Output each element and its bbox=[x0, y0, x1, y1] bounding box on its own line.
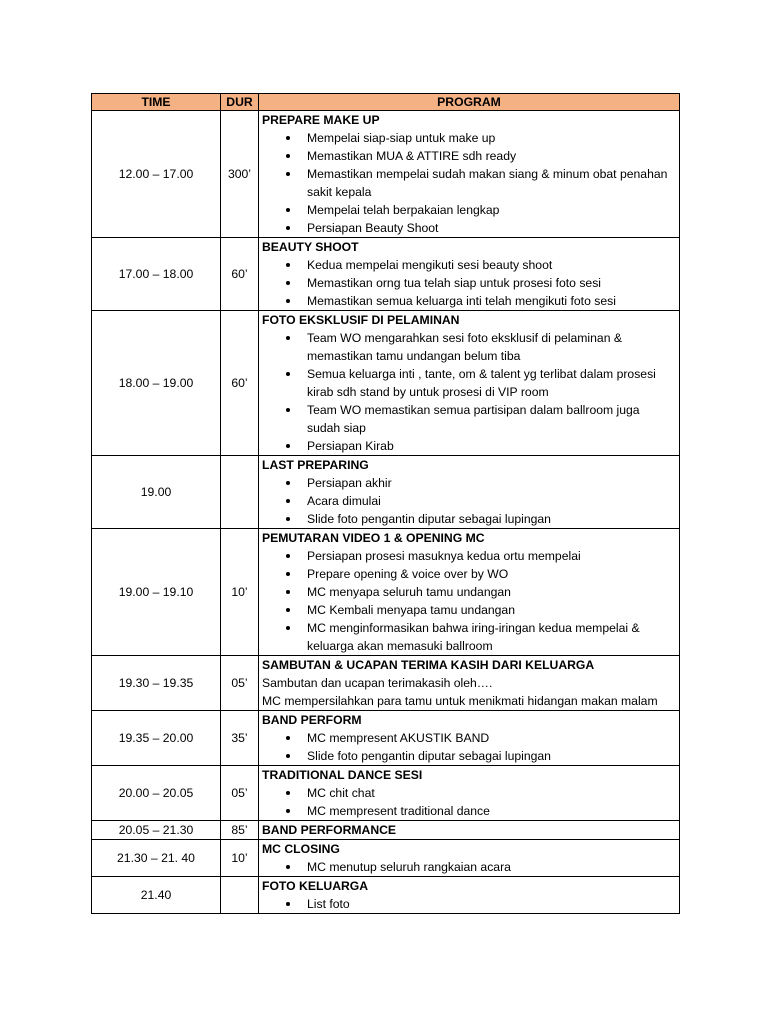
time-cell: 21.40 bbox=[92, 877, 221, 914]
time-cell: 18.00 – 19.00 bbox=[92, 311, 221, 456]
table-row bbox=[92, 456, 680, 529]
program-bullets bbox=[262, 858, 676, 876]
table-row bbox=[92, 711, 680, 766]
duration-cell: 85’ bbox=[221, 821, 259, 840]
duration-cell: 10’ bbox=[221, 529, 259, 656]
bullet-item: Slide foto pengantin diputar sebagai lupingan bbox=[307, 510, 676, 528]
program-title: TRADITIONAL DANCE SESI bbox=[262, 768, 423, 782]
time-cell: 12.00 – 17.00 bbox=[92, 111, 221, 238]
duration-cell: 35’ bbox=[221, 711, 259, 766]
table-row bbox=[92, 311, 680, 456]
header-row bbox=[92, 94, 680, 111]
time-cell: 20.00 – 20.05 bbox=[92, 766, 221, 821]
duration-cell: 300’ bbox=[221, 111, 259, 238]
bullet-item: Persiapan Kirab bbox=[307, 437, 676, 455]
table-row bbox=[92, 111, 680, 238]
bullet-item: Persiapan prosesi masuknya kedua ortu mempelai bbox=[307, 547, 676, 565]
schedule-body bbox=[92, 111, 680, 914]
program-title: BEAUTY SHOOT bbox=[262, 240, 359, 254]
program-text: Sambutan dan ucapan terimakasih oleh…. bbox=[262, 676, 493, 690]
header-dur: DUR bbox=[221, 94, 259, 111]
table-row bbox=[92, 656, 680, 711]
program-bullets bbox=[262, 474, 676, 528]
duration-cell: 05’ bbox=[221, 656, 259, 711]
bullet-item: Memastikan orng tua telah siap untuk prosesi foto sesi bbox=[307, 274, 676, 292]
bullet-item: Persiapan Beauty Shoot bbox=[307, 219, 676, 237]
duration-cell bbox=[221, 456, 259, 529]
header-program: PROGRAM bbox=[259, 94, 680, 111]
time-cell: 19.00 bbox=[92, 456, 221, 529]
program-cell bbox=[259, 529, 680, 656]
program-bullets bbox=[262, 547, 676, 655]
duration-cell: 10’ bbox=[221, 840, 259, 877]
program-cell bbox=[259, 311, 680, 456]
program-bullets bbox=[262, 256, 676, 310]
program-cell bbox=[259, 238, 680, 311]
program-cell bbox=[259, 766, 680, 821]
duration-cell bbox=[221, 877, 259, 914]
duration-cell: 60’ bbox=[221, 311, 259, 456]
duration-cell: 60’ bbox=[221, 238, 259, 311]
time-cell: 21.30 – 21. 40 bbox=[92, 840, 221, 877]
header-time: TIME bbox=[92, 94, 221, 111]
program-cell bbox=[259, 456, 680, 529]
program-cell bbox=[259, 821, 680, 840]
bullet-item: Mempelai siap-siap untuk make up bbox=[307, 129, 676, 147]
duration-cell: 05’ bbox=[221, 766, 259, 821]
program-bullets bbox=[262, 129, 676, 237]
program-bullets bbox=[262, 784, 676, 820]
bullet-item: MC menyapa seluruh tamu undangan bbox=[307, 583, 676, 601]
bullet-item: MC menginformasikan bahwa iring-iringan kedua mempelai & keluarga akan memasuki ballroom bbox=[307, 619, 676, 655]
time-cell: 19.35 – 20.00 bbox=[92, 711, 221, 766]
bullet-item: Persiapan akhir bbox=[307, 474, 676, 492]
bullet-item: Memastikan mempelai sudah makan siang & minum obat penahan sakit kepala bbox=[307, 165, 676, 201]
time-cell: 19.00 – 19.10 bbox=[92, 529, 221, 656]
program-cell bbox=[259, 111, 680, 238]
bullet-item: Slide foto pengantin diputar sebagai lupingan bbox=[307, 747, 676, 765]
program-bullets bbox=[262, 895, 676, 913]
bullet-item: Semua keluarga inti , tante, om & talent yg terlibat dalam prosesi kirab sdh stand by untuk prosesi di VIP room bbox=[307, 365, 676, 401]
bullet-item: MC Kembali menyapa tamu undangan bbox=[307, 601, 676, 619]
program-title: FOTO EKSKLUSIF DI PELAMINAN bbox=[262, 313, 460, 327]
bullet-item: MC menutup seluruh rangkaian acara bbox=[307, 858, 676, 876]
program-bullets bbox=[262, 729, 676, 765]
program-bullets bbox=[262, 329, 676, 455]
bullet-item: MC mempresent AKUSTIK BAND bbox=[307, 729, 676, 747]
bullet-item: Team WO mengarahkan sesi foto eksklusif di pelaminan & memastikan tamu undangan belum tiba bbox=[307, 329, 676, 365]
program-title: FOTO KELUARGA bbox=[262, 879, 369, 893]
bullet-item: List foto bbox=[307, 895, 676, 913]
bullet-item: MC mempresent traditional dance bbox=[307, 802, 676, 820]
table-row bbox=[92, 766, 680, 821]
program-cell bbox=[259, 711, 680, 766]
bullet-item: Mempelai telah berpakaian lengkap bbox=[307, 201, 676, 219]
time-cell: 19.30 – 19.35 bbox=[92, 656, 221, 711]
program-title: BAND PERFORMANCE bbox=[262, 823, 397, 837]
time-cell: 17.00 – 18.00 bbox=[92, 238, 221, 311]
program-cell bbox=[259, 877, 680, 914]
program-text: MC mempersilahkan para tamu untuk menikmati hidangan makan malam bbox=[262, 694, 658, 708]
bullet-item: Memastikan MUA & ATTIRE sdh ready bbox=[307, 147, 676, 165]
bullet-item: Kedua mempelai mengikuti sesi beauty shoot bbox=[307, 256, 676, 274]
bullet-item: MC chit chat bbox=[307, 784, 676, 802]
table-row bbox=[92, 840, 680, 877]
bullet-item: Acara dimulai bbox=[307, 492, 676, 510]
program-cell bbox=[259, 656, 680, 711]
bullet-item: Memastikan semua keluarga inti telah mengikuti foto sesi bbox=[307, 292, 676, 310]
schedule-table bbox=[91, 93, 680, 914]
table-row bbox=[92, 529, 680, 656]
program-title: SAMBUTAN & UCAPAN TERIMA KASIH DARI KELUARGA bbox=[262, 658, 595, 672]
program-title: PREPARE MAKE UP bbox=[262, 113, 380, 127]
table-row bbox=[92, 877, 680, 914]
program-title: MC CLOSING bbox=[262, 842, 340, 856]
program-title: BAND PERFORM bbox=[262, 713, 362, 727]
program-title: PEMUTARAN VIDEO 1 & OPENING MC bbox=[262, 531, 485, 545]
table-row bbox=[92, 238, 680, 311]
time-cell: 20.05 – 21.30 bbox=[92, 821, 221, 840]
program-cell bbox=[259, 840, 680, 877]
table-row bbox=[92, 821, 680, 840]
bullet-item: Team WO memastikan semua partisipan dalam ballroom juga sudah siap bbox=[307, 401, 676, 437]
program-title: LAST PREPARING bbox=[262, 458, 369, 472]
bullet-item: Prepare opening & voice over by WO bbox=[307, 565, 676, 583]
